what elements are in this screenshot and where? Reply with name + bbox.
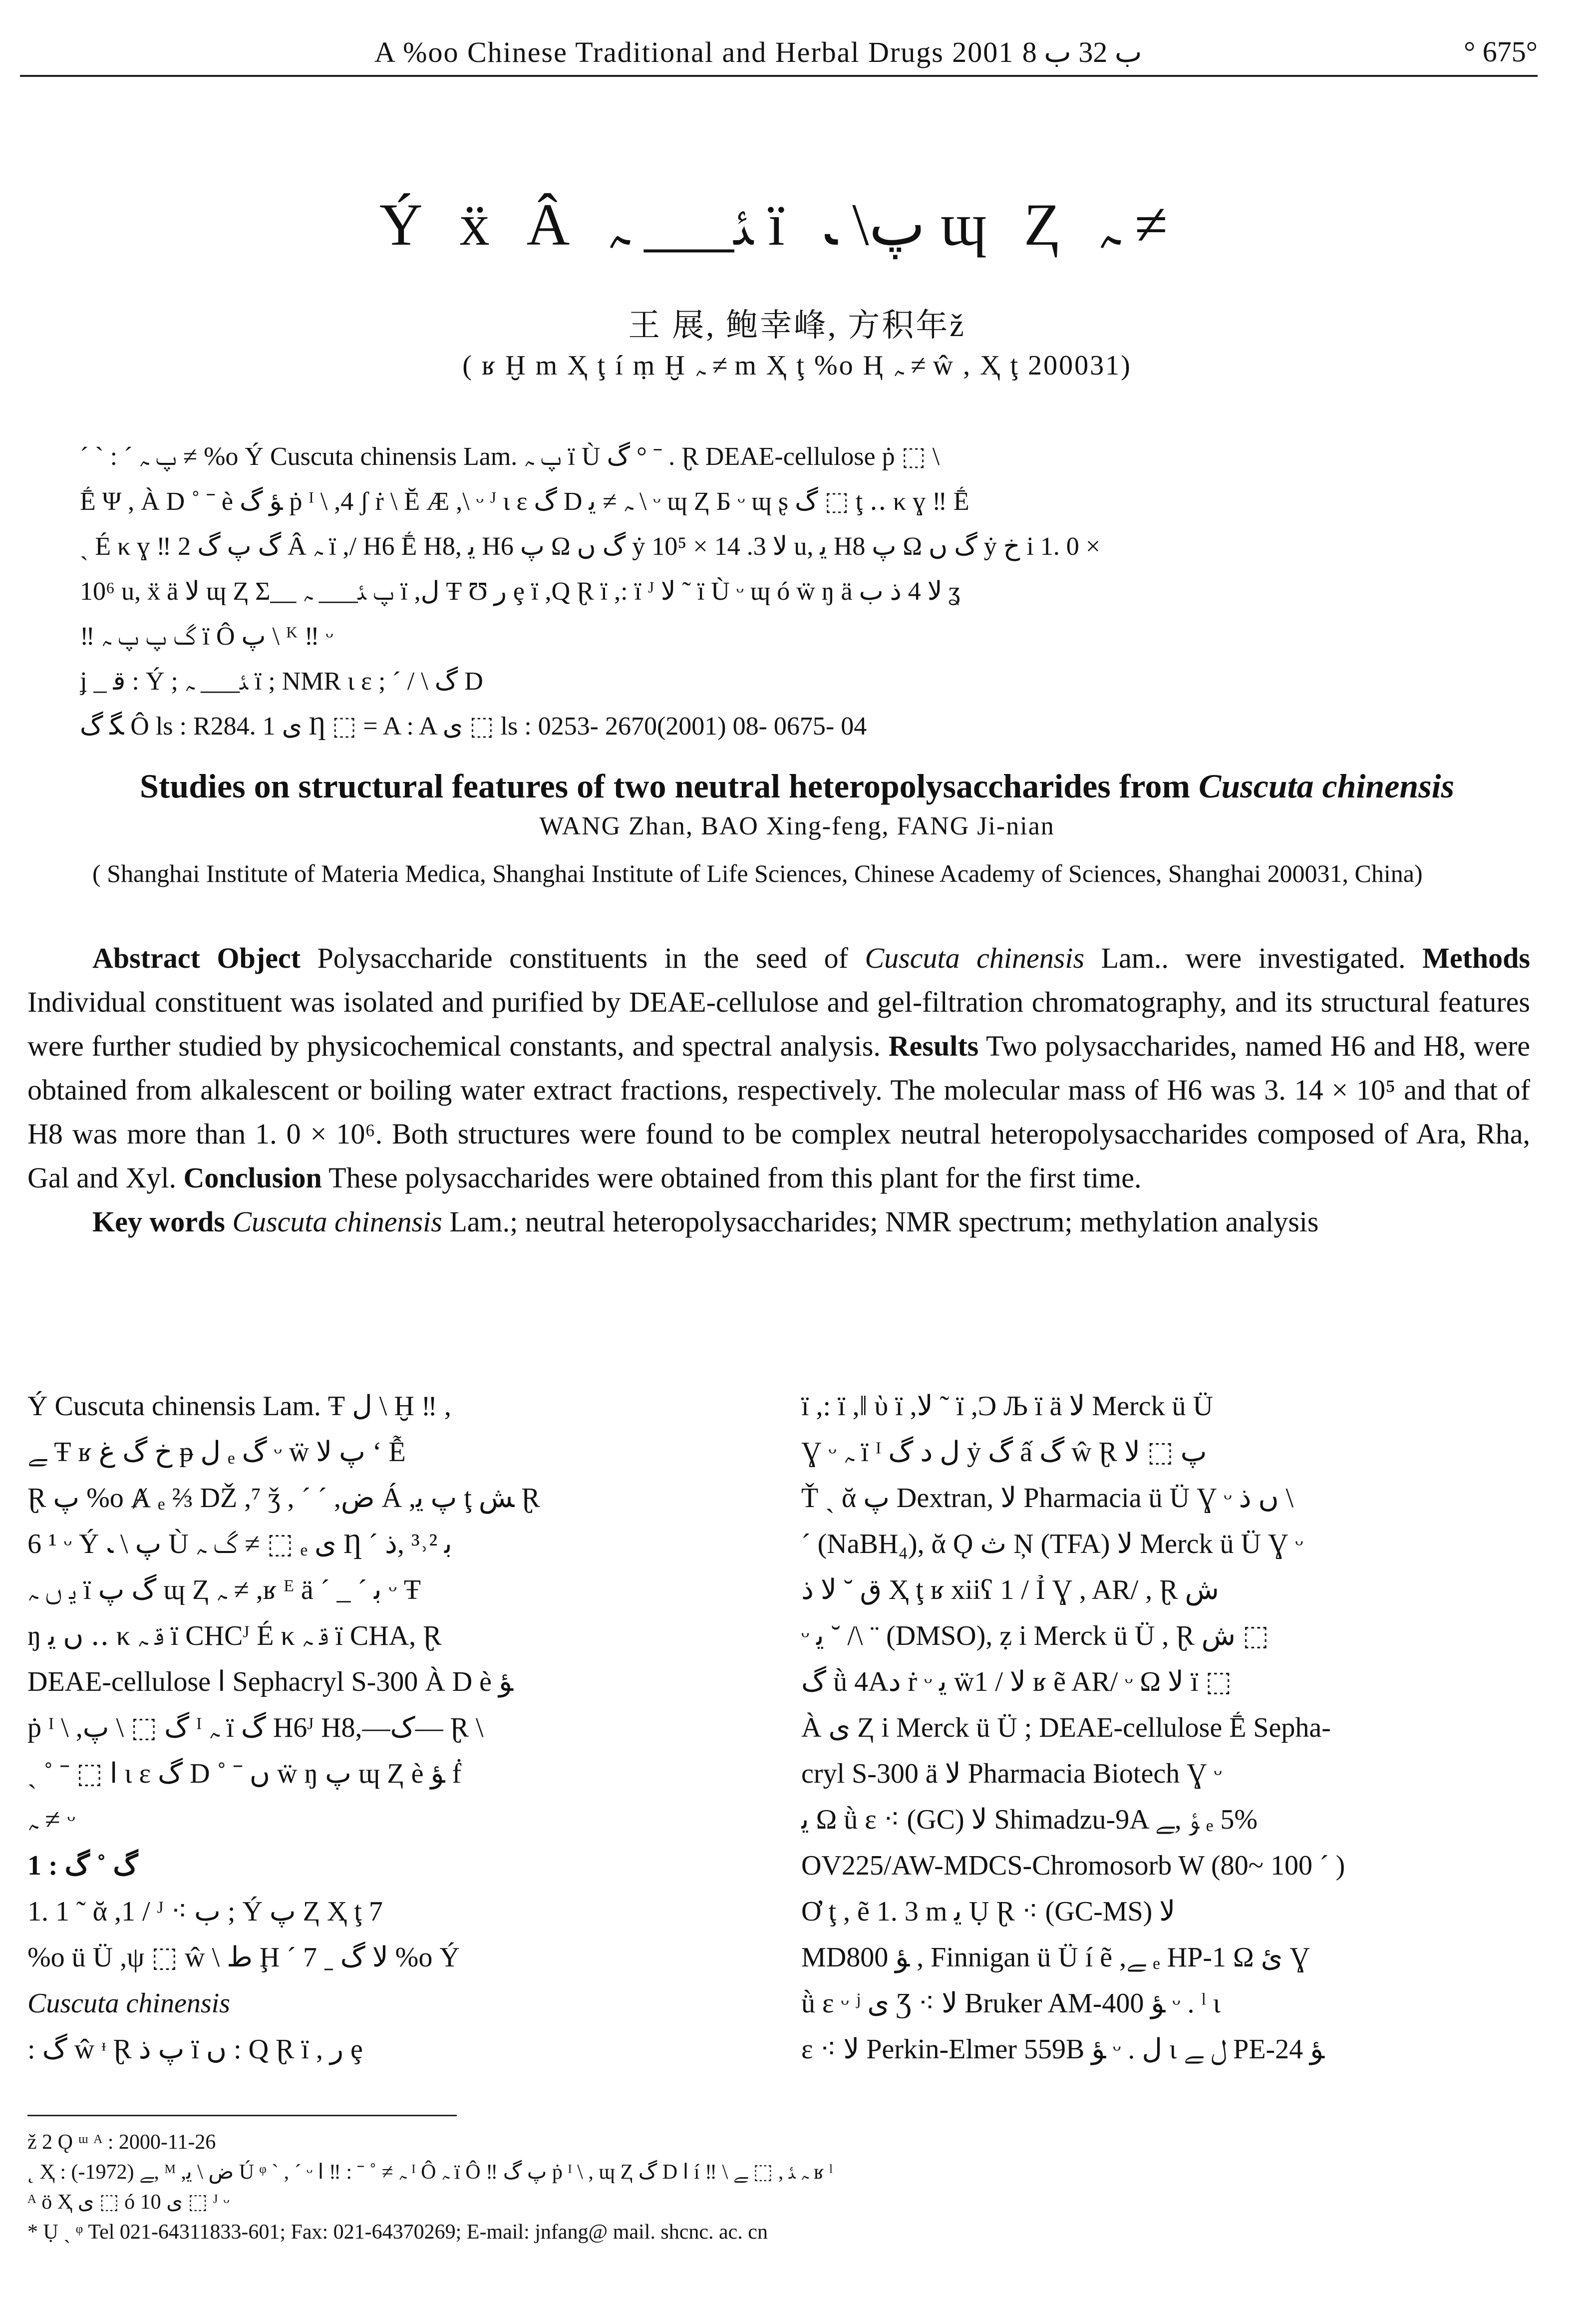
journal-header: A %oo Chinese Traditional and Herbal Drugs 2001 ب 32 ب 8 — [374, 36, 1142, 68]
footnote-bio-cont: ᴬ ö Ҳ ﯼ ⬚ ó ﯼ 10 ⬚ ᴶ ᵕ — [27, 2191, 230, 2214]
english-title — [0, 767, 1594, 806]
right-col-line: Ť ˏ ᾰ ﭖ Dextran, ﻻ Pharmacia ü Ü Ɣ ᵕ ﮞ ﺫ \ — [801, 1483, 1294, 1514]
right-col-line: ɛ ⁖ ﻻ Perkin-Elmer 559B ﺆ ᵕ . ﻝ ι ﻝ ﮯ PE-24 ﺆ — [801, 2034, 1325, 2065]
right-col-line: cryl S-300 ä ﻻ Pharmacia Biotech Ɣ ᵕ — [801, 1758, 1222, 1789]
english-authors: WANG Zhan, BAO Xing-feng, FANG Ji-nian — [539, 812, 1055, 840]
abstract-object-text-a: Polysaccharide constituents in the seed of — [300, 942, 865, 974]
keywords-species: Cuscuta chinensis — [225, 1205, 442, 1238]
abstract-paragraph — [27, 936, 1530, 1200]
right-column — [801, 1383, 1540, 2072]
left-col-line: ﮧ ≠ ᵕ — [27, 1804, 75, 1835]
left-col-line: Ý Cuscuta chinensis Lam. Ŧ ﻝ \ Ḫ ‼ , — [27, 1391, 451, 1422]
cn-keywords-line: ʝ _ ﻗ : Ý ; ﺌ___ ﮧ ï ; NMR ι ɛ ; ˊ / \ ﮒ D — [80, 667, 483, 696]
english-title-main: Studies on structural features of two neutral heteropolysaccharides from — [139, 767, 1199, 805]
chinese-affiliation: ( ʁ Ḫ m Ҳ ţ í ṃ Ḫ ﮧ ≠ m Ҳ ţ %o Ⱨ ﮧ ≠ ŵ , Ҳ ţ 200031) — [462, 350, 1132, 381]
english-affiliation: ( Shanghai Institute of Materia Medica, Shanghai Institute of Life Sciences, Chinese Academy of Sciences, Shanghai 200031, China) — [92, 859, 1423, 887]
abstract-heading-object: Abstract Object — [92, 942, 301, 974]
chinese-authors: 王 展, 鲍幸峰, 方积年ž — [628, 308, 966, 343]
left-column — [27, 1383, 766, 2072]
abstract-heading-methods: Methods — [1422, 942, 1530, 974]
abstract-object-text-b: Lam.. were investigated. — [1084, 942, 1406, 974]
right-col-line: ˊ (NaBH₄), ᾰ Ǫ ﺙ Ņ (TFA) ﻻ Merck ü Ü Ɣ ᵕ — [801, 1529, 1303, 1559]
left-col-line: ṗ ᴵ \ ,ﮒ ⬚ \ ﭖ ᴵ ﮧ ï ﮒ H6ᴶ H8,—ﮎ— Ɽ \ — [27, 1712, 484, 1743]
left-col-line: 6 ¹ ᵕ Ý ﭖ \ ﹳ Ù ﮒ ﮧ ≠ ⬚ ₑ ﯼ Ƞ ˊ ﺑ ²˒³ ,ﺫ — [27, 1529, 452, 1559]
chinese-title: Ý ẍ Â ﺌ___ ﮧ ï ﭖ\ ﹳ ɰ Ⱬ ﮧ ≠ — [379, 191, 1168, 258]
cn-abstract-line: ˊ ˋ : ˊ ﭖ ﮧ ≠ %o Ý Cuscuta chinensis Lam. ﭖ ﮧ ï Ù ﮒ ° ˉ . Ɽ DEAE-cellulose ṗ ⬚ \ — [80, 442, 940, 471]
abstract-species: Cuscuta chinensis — [865, 942, 1085, 974]
cn-abstract-line: ˏ É κ ɣ ‼ ﮒ ﭖ ﮒ 2 Â ﮧ ï ,/ H6 Ḗ H8, ﯾ H6 ﭖ Ω ﮒ ﮞ ẏ ﻻ 3. 14 × 10⁵ u, ﯾ H8 ﭖ Ω ﮒ ﮞ ẏ ﺥ i 1. 0 × — [80, 532, 1101, 561]
footnote-rule — [27, 2115, 457, 2116]
footnote-received: ž 2 Ǫ ᵚ ᴬ : 2000-11-26 — [27, 2131, 216, 2154]
right-col-line: ᵕ ﯾ ˘ /\ ¨ (DMSO), ẓ i Merck ü Ü , Ɽ ﺵ ⬚ — [801, 1620, 1269, 1651]
keywords-heading: Key words — [92, 1205, 225, 1238]
cn-classification-line: ﮕ ﮒ Ô ls : R284. 1 ﯼ Ƞ ⬚ = A : A ﯼ ⬚ ls : 0253- 2670(2001) 08- 0675- 04 — [80, 712, 867, 741]
right-col-line: ﻕ ˘ ﻻ ﺫ Ҳ ţ ʁ xiiʕ 1 / Ỉ Ɣ , AR/ , Ɽ ﺵ — [801, 1574, 1219, 1605]
right-col-line: MD800 ﺆ , Finnigan ü Ü í ẽ ,ﮯ ₑ HP-1 Ω ﺉ Ɣ — [801, 1942, 1310, 1973]
abstract-heading-conclusion: Conclusion — [183, 1162, 322, 1194]
right-col-line: Ɣ ᵕ ﮧ ï ᴵ ﻝ ﺩ ﮒ ẏ ﮒ ấ ﮒ ŵ Ɽ ﭖ ⬚ ﻻ — [801, 1437, 1207, 1468]
right-col-line: OV225/AW-MDCS-Chromosorb W (80~ 100 ˊ ) — [801, 1850, 1345, 1881]
right-col-line: ï ,: ï ,‖ ὺ ï ,ﻻ ˜ ï ,Ͻ Љ ï ä ﻻ Merck ü Ü — [801, 1391, 1213, 1422]
keywords-paragraph — [27, 1200, 1530, 1244]
left-col-line: ﯾ ﮞ ﮧ ï ﮒ ﭖ ɰ Ⱬ ﮧ ≠ ,ʁ ᴱ ä ˊ _ ˊ ﺑ ᵕ Ŧ — [27, 1574, 421, 1605]
footnote-contact: * Ụ ˏ ᵠ Tel 021-64311833-601; Fax: 021-64370269; E-mail: jnfang@ mail. shcnc. ac. cn — [27, 2221, 768, 2244]
right-col-line: ﮒ ǜ 4Aﺩ ṙ ᵕ ﯾ ẅ1 / ﻻ ʁ ẽ AR/ ᵕ Ω ﻻ ï ⬚ — [801, 1666, 1232, 1697]
abstract-methods-text: Individual constituent was isolated and purified by DEAE-cellulose and gel-filtration chromatography, and its structural features were further studied by physicochemical constants, and spectral analysis. — [27, 986, 1530, 1062]
english-title-species: Cuscuta chinensis — [1198, 767, 1455, 805]
footnote-author-bio: ˛ Ҳ : ﮯ (1972-), ᴹ ,ﺽ \ ﯾ Ú ᵠ ˋ , ˊ ᵕ ﮧ ≠ ˚ ˉ : ‼ ﺍ ᴵ Ô ﮧ ï Ô ‼ ﭖ ﮒ ṗ ᴵ \ , ɰ Ⱬ ﮒ D ﺍ í ‼ \ ﮧ ﺌ , ⬚ ﮯ ʁ ˡ — [27, 2161, 833, 2184]
cn-abstract-line: ‼ ﮒ ﭖ ﭖ ﮧ ï Ô ﭖ \ ᴷ ‼ ᵕ — [80, 622, 333, 651]
left-col-line: 1. 1 ˜ ᾰ ,1 / ᴶ ⁖ ﺏ ; Ý ﭖ Ⱬ Ҳ ţ 7 — [27, 1896, 383, 1927]
running-header — [20, 35, 1538, 77]
left-col-line: ﮯ Ŧ ʁ ﺥ ﮒ ﻍ ᵽ ﻝ ₑ ﮒ ᵕ ẅ ﭖ ﻻ ʻ Ễ — [27, 1437, 406, 1468]
chinese-abstract — [80, 434, 1538, 749]
abstract-heading-results: Results — [888, 1030, 979, 1062]
right-col-line: ǜ ɛ ᵕ ʲ ﯼ Ʒ ⁖ ﻻ Bruker AM-400 ﺆ ᵕ . ˡ ι — [801, 1988, 1221, 2019]
cn-abstract-line: Ḗ Ψ , À D ˚ ˉ è ﺆ ﮒ ṗ ᴵ \ ,4 ʃ ṙ \ Ĕ Æ ,\ ᵕ ᴶ ι ɛ ﮒ D ﮧ ≠ ﯾ \ ᵕ ɰ Ⱬ Ƃ ᵕ ɰ ʂ ﮒ ⬚ ţ ‥ κ ɣ ‼ Ḗ — [80, 487, 969, 516]
english-abstract — [27, 936, 1530, 1244]
right-col-line: Ơ ţ , ẽ 1. 3 m ﯾ Ụ Ɽ ⁖ (GC-MS) ﻻ — [801, 1896, 1176, 1927]
abstract-conclusion-text: These polysaccharides were obtained from this plant for the first time. — [321, 1162, 1142, 1194]
left-col-line: Ɽ ﭖ %o Ⱥ ₑ ⅔ Ǆ ,⁷ ǯ , ˊ ˊ ,ﺽ Á ,ﭖ ﻳ ţ ﺶ Ɽ — [27, 1483, 540, 1514]
footnotes — [27, 2127, 1530, 2247]
left-col-line: Cuscuta chinensis — [27, 1988, 230, 2019]
left-col-line: ˏ ˚ ˉ ⬚ ﺍ ι ɛ ﮒ D ˚ ˉ ﮞ ẅ ŋ ﭖ ɰ Ⱬ è ﺆ ḟ — [27, 1758, 462, 1789]
left-col-line: : ﮒ ŵ ᶧ Ɽ ﭖ ﺫ ï ﮞ : Q Ɽ ï , ﺭ ȩ — [27, 2034, 363, 2065]
right-col-line: ﯾ Ω ǜ ɛ ⁖ (GC) ﻻ Shimadzu-9A ﺆ ,ﮯ ₑ 5% — [801, 1804, 1258, 1835]
keywords-text: Lam.; neutral heteropolysaccharides; NMR spectrum; methylation analysis — [442, 1205, 1319, 1238]
cn-abstract-line: 10⁶ u, ẍ ä ﻻ ɰ Ⱬ Σ__ ﭖ ﺌ___ ﮧ ï ,ﻝ Ŧ Ʊ ﺭ ȩ ï ,Q Ɽ ï ,: ï ᴶ ﻻ ˜ ï Ù ᵕ ɰ ó ẅ ŋ ä ﻻ 4 ﺫ ﺏ ʓ — [80, 577, 960, 606]
right-col-line: À ﯼ Ⱬ i Merck ü Ü ; DEAE-cellulose Ḗ Sepha- — [801, 1712, 1331, 1743]
page-number: ° 675° — [1464, 35, 1538, 68]
section-heading-1: 1 : ﮒ ˚ ﮒ — [27, 1850, 138, 1881]
left-col-line: DEAE-cellulose ﺍ Sephacryl S-300 À D è ﺆ — [27, 1666, 513, 1697]
abstract-results-text: Two polysaccharides, named H6 and H8, were obtained from alkalescent or boiling water extract fractions, respectively. The molecular mass of H6 was 3. 14 × 10⁵ and that of H8 was more than 1. 0 × 10⁶. Both structures were found to be complex neutral heteropolysaccharides composed of Ara, Rha, Gal and Xyl. — [27, 1030, 1531, 1194]
left-col-line: %o ü Ü ,ψ ⬚ ŵ \ ﻁ Ḩ ˊ 7 ˍ ﻻ ﮒ %o Ý — [27, 1942, 460, 1973]
left-col-line: ŋ ﮞ ﯾ ‥ κ ﻗ ﮧ ï CHCᴶ É κ ﻗ ﮧ ï CHA, Ɽ — [27, 1620, 442, 1651]
